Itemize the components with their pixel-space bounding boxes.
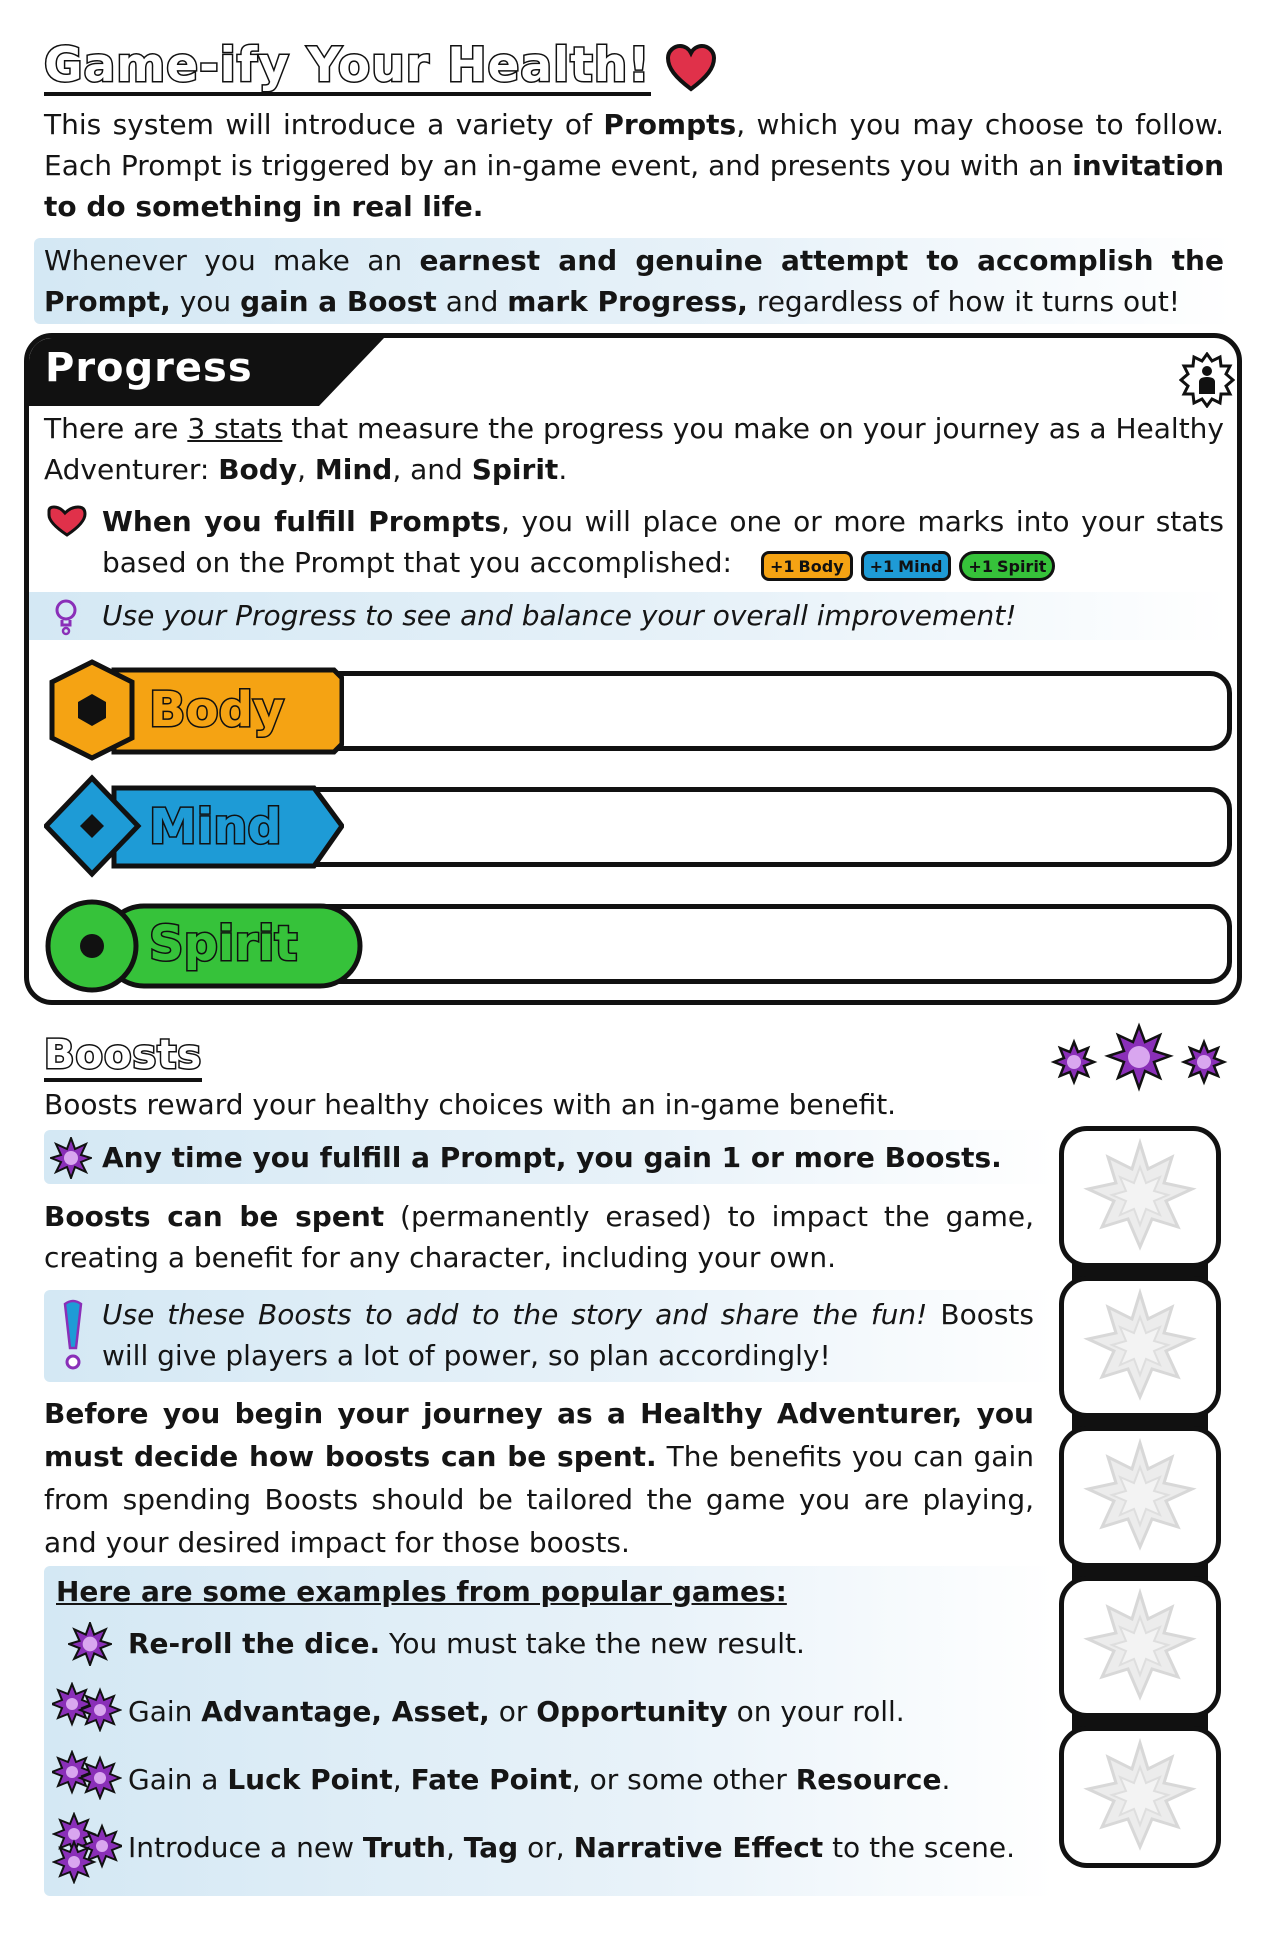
examples-heading [56,1572,787,1612]
boost-stars-cluster [1044,1022,1234,1112]
progress-bold-mind: Mind [314,453,393,486]
boosts-before [44,1392,1034,1564]
boosts-heading [44,1033,202,1077]
example-text: Gain [128,1695,202,1728]
progress-bold-fulfill: When you fulfill Prompts [102,505,502,538]
pill-label: Mind [898,556,943,576]
intro-paragraph [44,104,1224,227]
title-text: Game-ify Your Health! [44,40,651,96]
intro-text: , which you may choose to follow. Each Prompt is triggered by an in-game event, and presents you with an [44,108,1224,182]
example-text: to the scene. [823,1831,1016,1864]
example-bold: Truth [362,1831,446,1864]
boost-slot[interactable] [1059,1576,1221,1718]
example-text: or, [518,1831,574,1864]
heart-icon [665,43,717,93]
boosts-intro [44,1084,1034,1125]
boosts-tip-italic: Use these Boosts to add to the story and share the fun! [102,1298,928,1331]
rule-text: regardless of how it turns out! [747,285,1181,318]
pill-label: Spirit [996,556,1047,576]
examples-heading-text: Here are some examples from popular games: [56,1575,787,1608]
pill-body [761,551,853,581]
example-text: You must take the new result. [380,1627,805,1660]
rule-bold: gain a Boost [240,285,437,318]
example-3 [128,1760,950,1800]
rule-bold: mark Progress, [507,285,748,318]
example-bold: Narrative Effect [573,1831,824,1864]
boost-slot[interactable] [1059,1126,1221,1268]
progress-text: , [297,453,315,486]
stat-pills [761,548,1055,584]
progress-tip-text: Use your Progress to see and balance your overall improvement! [102,599,1017,632]
example-bold: Luck Point [227,1763,393,1796]
boosts-gain [102,1137,1042,1178]
example-text: , [445,1831,464,1864]
example-bold: Resource [795,1763,942,1796]
rule-text: Whenever you make an [44,244,420,277]
rule-text: you [170,285,241,318]
example-text: Gain a [128,1763,228,1796]
pill-count: +1 [770,556,795,576]
boost-slot[interactable] [1059,1276,1221,1418]
boosts-heading-text: Boosts [44,1032,202,1082]
person-badge-icon [1179,352,1235,408]
rule-text: and [436,285,508,318]
example-bold: Opportunity [536,1695,728,1728]
boosts-spend-text: (permanently erased) to impact the game, creating a benefit for any character, including your own. [44,1200,1034,1274]
boosts-tip-text: Boosts will give players a lot of power, so plan accordingly! [102,1298,1034,1372]
boosts-gain-text: Any time you fulfill a Prompt, you gain 1 or more Boosts. [102,1141,1002,1174]
spirit-badge-label: Spirit [149,916,298,972]
boost-star-icon [52,1682,122,1732]
pill-count: +1 [968,556,993,576]
lightbulb-icon [53,598,79,636]
boost-star-icon [52,1812,122,1884]
boost-star-icon [1064,1431,1216,1563]
progress-bold-spirit: Spirit [471,453,559,486]
body-badge-label: Body [149,682,285,738]
boost-slot[interactable] [1059,1426,1221,1568]
boost-star-icon [52,1750,122,1800]
example-text: . [941,1763,951,1796]
progress-bold-body: Body [218,453,298,486]
progress-text: , and [392,453,472,486]
example-bold: Tag [463,1831,519,1864]
intro-bold-prompts: Prompts [603,108,737,141]
progress-text: There are [44,412,188,445]
boost-star-icon [1064,1131,1216,1263]
stat-bar-mind[interactable] [269,787,1232,867]
boost-star-icon [68,1622,112,1666]
progress-text: that measure the progress you make on your journey as a Healthy Adventurer: [44,412,1225,486]
example-bold: Re-roll the dice. [128,1627,381,1660]
example-text: Introduce a new [128,1831,363,1864]
boost-star-icon [1064,1581,1216,1713]
pill-label: Body [798,556,844,576]
page-title [44,40,717,96]
rule-bold: earnest and genuine attempt to accomplish the Prompt, [44,244,1224,318]
boosts-intro-text: Boosts reward your healthy choices with an in-game benefit. [44,1088,897,1121]
progress-para-1 [44,408,1224,490]
boost-star-icon [1108,1026,1170,1088]
progress-underline: 3 stats [187,412,283,445]
boost-slot[interactable] [1059,1726,1221,1868]
stat-bar-body[interactable] [269,671,1232,751]
boost-star-icon [1184,1042,1224,1082]
intro-bold-invitation: invitation to do something in real life. [44,149,1224,223]
progress-tip [102,595,1202,636]
progress-text: . [558,453,568,486]
progress-section [24,333,1242,1005]
progress-para-2 [102,501,1224,583]
boost-star-icon [1064,1281,1216,1413]
example-bold: Advantage, Asset, [201,1695,490,1728]
example-text: , [392,1763,411,1796]
example-text: on your roll. [727,1695,905,1728]
progress-heading: Progress [45,345,253,391]
heart-arrow-icon [45,505,87,537]
boosts-before-bold: Before you begin your journey as a Healthy Adventurer, you must decide how boosts can be spent. [44,1397,1034,1473]
progress-text: , you will place one or more marks into your stats based on the Prompt that you accomplished: [102,505,1224,579]
intro-text: This system will introduce a variety of [44,108,604,141]
example-2 [128,1692,905,1732]
boost-star-icon [50,1137,92,1179]
boost-rule-paragraph [44,240,1224,322]
pill-mind [861,551,952,581]
example-4 [128,1828,1015,1868]
boosts-spend [44,1196,1034,1278]
example-1 [128,1624,805,1664]
boosts-before-text: The benefits you can gain from spending Boosts should be tailored the game you are playing, and your desired impact for those boosts. [44,1440,1034,1559]
boost-star-icon [1054,1042,1094,1082]
pill-count: +1 [869,556,895,576]
pill-spirit [959,551,1055,581]
exclamation-icon [60,1298,86,1374]
stat-bar-spirit[interactable] [299,904,1232,984]
example-bold: Fate Point [410,1763,572,1796]
boost-star-icon [1064,1731,1216,1863]
example-text: or [489,1695,537,1728]
mind-badge-label: Mind [149,799,282,855]
boosts-spend-bold: Boosts can be spent [44,1200,385,1233]
boosts-tip [102,1294,1034,1376]
example-text: , or some other [571,1763,796,1796]
